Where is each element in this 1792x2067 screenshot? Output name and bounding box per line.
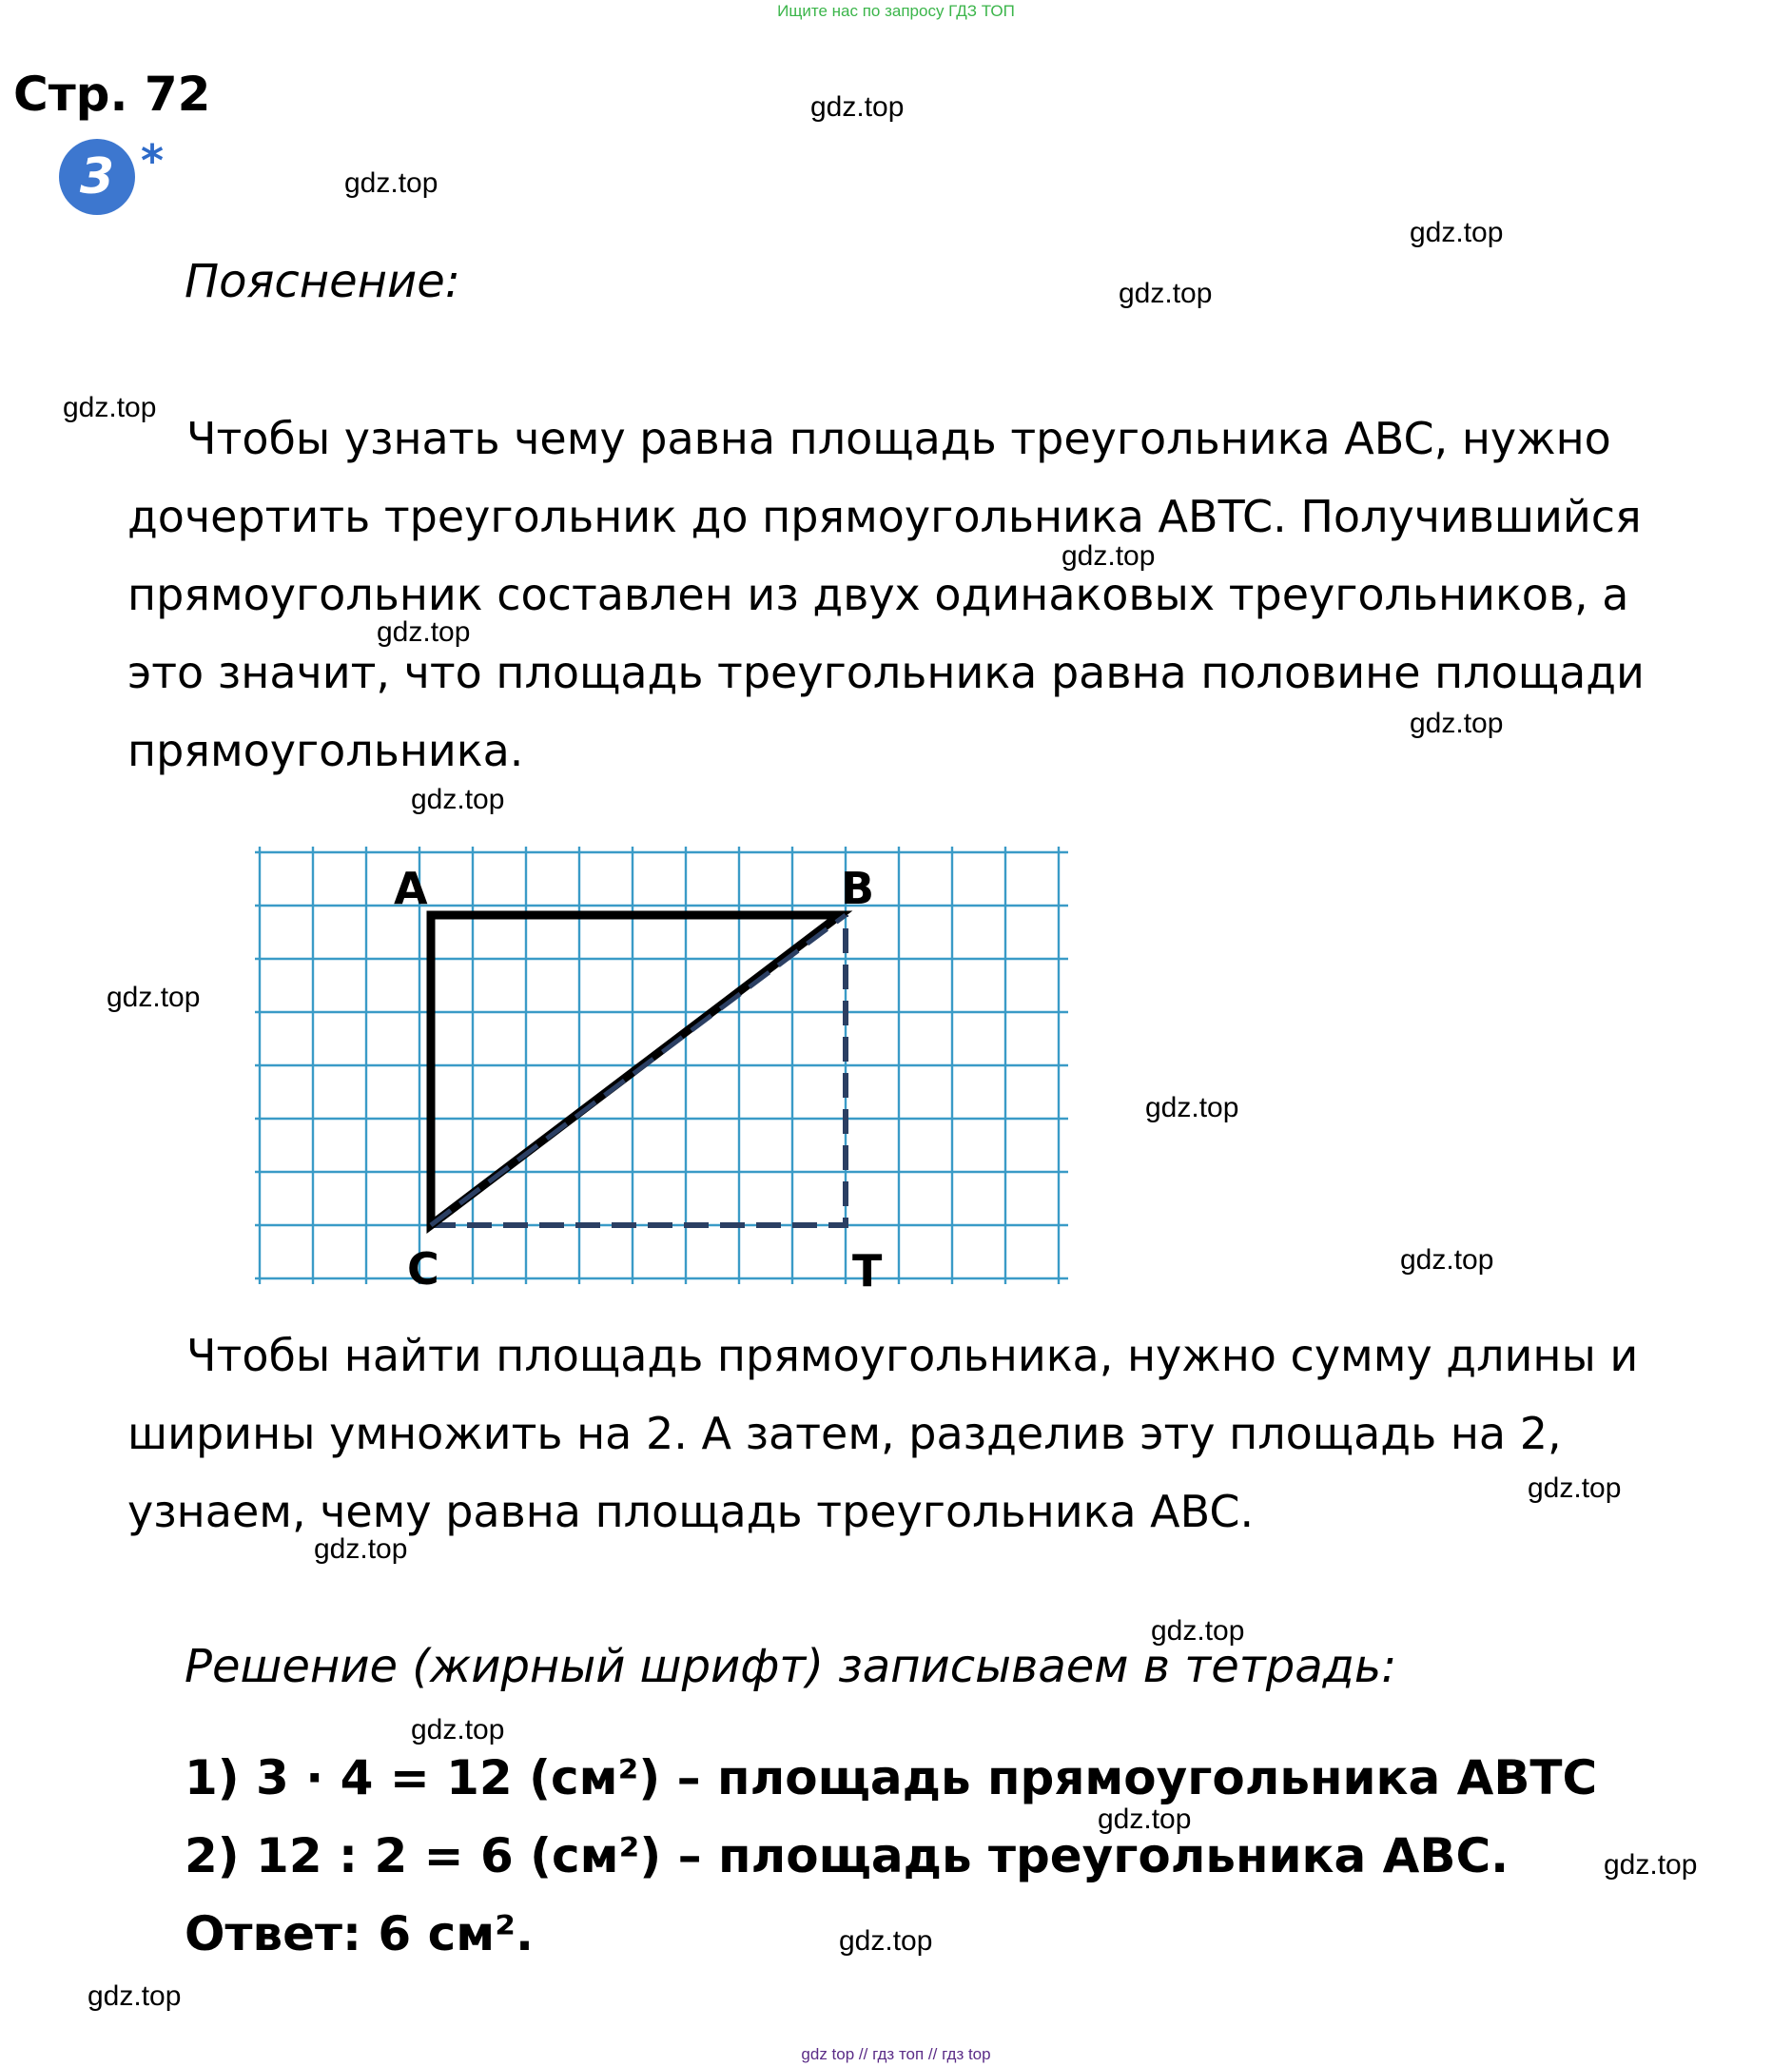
watermark: gdz.top xyxy=(314,1533,408,1565)
label-t: T xyxy=(852,1245,883,1294)
watermark: gdz.top xyxy=(88,1980,182,2012)
page-number: Стр. 72 xyxy=(13,67,211,122)
watermark: gdz.top xyxy=(1400,1244,1494,1276)
watermark: gdz.top xyxy=(377,616,471,648)
top-banner[interactable]: Ищите нас по запросу ГДЗ ТОП xyxy=(777,2,1015,20)
solution-step-2: 2) 12 : 2 = 6 (см²) – площадь треугольника ABC. xyxy=(185,1828,1510,1883)
watermark: gdz.top xyxy=(1410,708,1504,739)
paragraph-text: Чтобы узнать чему равна площадь треугольника ABC, нужно дочертить треугольник до прямоугольника ABTC. Получившийся прямоугольник составлен из двух одинаковых треугольников, а это значит, что площадь треугольника равна половине площади прямоугольника. xyxy=(127,413,1645,776)
watermark: gdz.top xyxy=(1151,1615,1245,1647)
label-a: A xyxy=(394,863,428,914)
triangle-figure xyxy=(255,847,1073,1294)
solution-heading: Решение (жирный шрифт) записываем в тетрадь: xyxy=(185,1640,1397,1693)
paragraph-text: Чтобы найти площадь прямоугольника, нужно сумму длины и ширины умножить на 2. А затем, разделив эту площадь на 2, узнаем, чему равна площадь треугольника ABC. xyxy=(127,1330,1639,1537)
watermark: gdz.top xyxy=(63,392,157,423)
watermark: gdz.top xyxy=(1119,278,1213,309)
explanation-heading: Пояснение: xyxy=(185,255,460,308)
answer-line: Ответ: 6 см². xyxy=(185,1906,535,1961)
watermark: gdz.top xyxy=(1410,217,1504,248)
watermark: gdz.top xyxy=(411,784,505,815)
watermark: gdz.top xyxy=(1098,1804,1192,1835)
watermark: gdz.top xyxy=(107,982,201,1013)
watermark: gdz.top xyxy=(1062,540,1156,572)
watermark: gdz.top xyxy=(839,1925,933,1957)
task-star-icon: * xyxy=(141,135,165,186)
watermark: gdz.top xyxy=(1604,1849,1698,1881)
watermark: gdz.top xyxy=(411,1714,505,1745)
watermark: gdz.top xyxy=(1145,1092,1239,1123)
task-number-badge: 3 xyxy=(59,139,135,215)
solution-step-1: 1) 3 · 4 = 12 (см²) – площадь прямоугольника ABTC xyxy=(185,1750,1598,1805)
area-paragraph xyxy=(127,1316,1687,1550)
watermark: gdz.top xyxy=(810,91,905,123)
watermark: gdz.top xyxy=(1528,1472,1622,1504)
watermark: gdz.top xyxy=(344,167,438,199)
diagonal-dashed xyxy=(431,915,846,1225)
footer-links[interactable]: gdz top // гдз топ // гдз top xyxy=(801,2045,991,2063)
label-b: B xyxy=(841,863,875,914)
label-c: C xyxy=(407,1243,439,1294)
